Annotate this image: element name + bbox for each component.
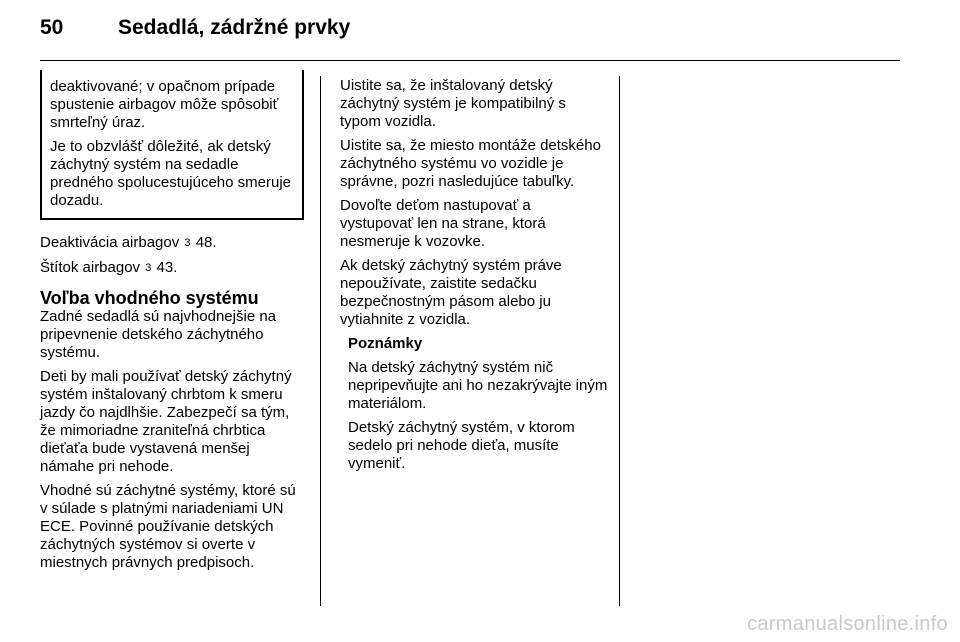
left-column: [40, 70, 304, 578]
airbag-label-ref: [40, 259, 304, 278]
ref-text: Štítok airbagov: [40, 259, 141, 276]
body-paragraph: Deti by mali používať detský záchytný systém inštalovaný chrbtom k smeru jazdy čo najdlhšie. Zabezpečí sa tým, že mimoriadne zraniteľná chrbtica dieťaťa bude vystavená menšej námahe pri nehode.: [40, 368, 292, 475]
page-ref-icon: 3: [184, 237, 191, 249]
watermark: carmanualsonline.info: [747, 613, 948, 635]
page-header: [40, 16, 900, 52]
middle-column: [340, 77, 608, 479]
note-title: Poznámky: [348, 335, 423, 352]
ref-page: 43.: [156, 259, 178, 276]
body-paragraph: Vhodné sú záchytné systémy, ktoré sú v súlade s platnými nariadeniami UN ECE. Povinné používanie detských záchytných systémov si overte v miestnych právnych predpisoch.: [40, 482, 296, 571]
page-number: 50: [40, 16, 64, 39]
body-paragraph: Uistite sa, že inštalovaný detský záchytný systém je kompatibilný s typom vozidla.: [340, 77, 566, 130]
page-ref-icon: 3: [145, 262, 152, 274]
body-paragraph: Zadné sedadlá sú najvhodnejšie na pripevnenie detského záchytného systému.: [40, 308, 277, 361]
warning-box: [40, 70, 304, 220]
note-paragraph: Na detský záchytný systém nič nepripevňujte ani ho nezakrývajte iným materiálom.: [348, 359, 608, 412]
ref-text: Deaktivácia airbagov: [40, 234, 180, 251]
column-divider-left: [320, 76, 321, 606]
column-divider-right: [619, 76, 620, 606]
warning-paragraph-1: deaktivované; v opačnom prípade spustenie airbagov môže spôsobiť smrteľný úraz.: [50, 78, 279, 131]
warning-paragraph-2: Je to obzvlášť dôležité, ak detský záchytný systém na sedadle predného spolucestujúceho smeruje dozadu.: [50, 138, 291, 209]
body-paragraph: Uistite sa, že miesto montáže detského záchytného systému vo vozidle je správne, pozri nasledujúce tabuľky.: [340, 137, 601, 190]
airbag-deactivation-ref: [40, 234, 304, 253]
note-block: [340, 335, 608, 473]
body-paragraph: Dovoľte deťom nastupovať a vystupovať len na strane, ktorá nesmeruje k vozovke.: [340, 197, 546, 250]
body-paragraph: Ak detský záchytný systém práve nepoužívate, zaistite sedačku bezpečnostným pásom alebo ju vytiahnite z vozidla.: [340, 257, 562, 328]
header-rule: [40, 60, 900, 61]
ref-page: 48.: [195, 234, 217, 251]
section-heading: Voľba vhodného systému: [40, 288, 259, 308]
running-title: Sedadlá, zádržné prvky: [118, 16, 351, 39]
note-paragraph: Detský záchytný systém, v ktorom sedelo pri nehode dieťa, musíte vymeniť.: [348, 419, 575, 472]
